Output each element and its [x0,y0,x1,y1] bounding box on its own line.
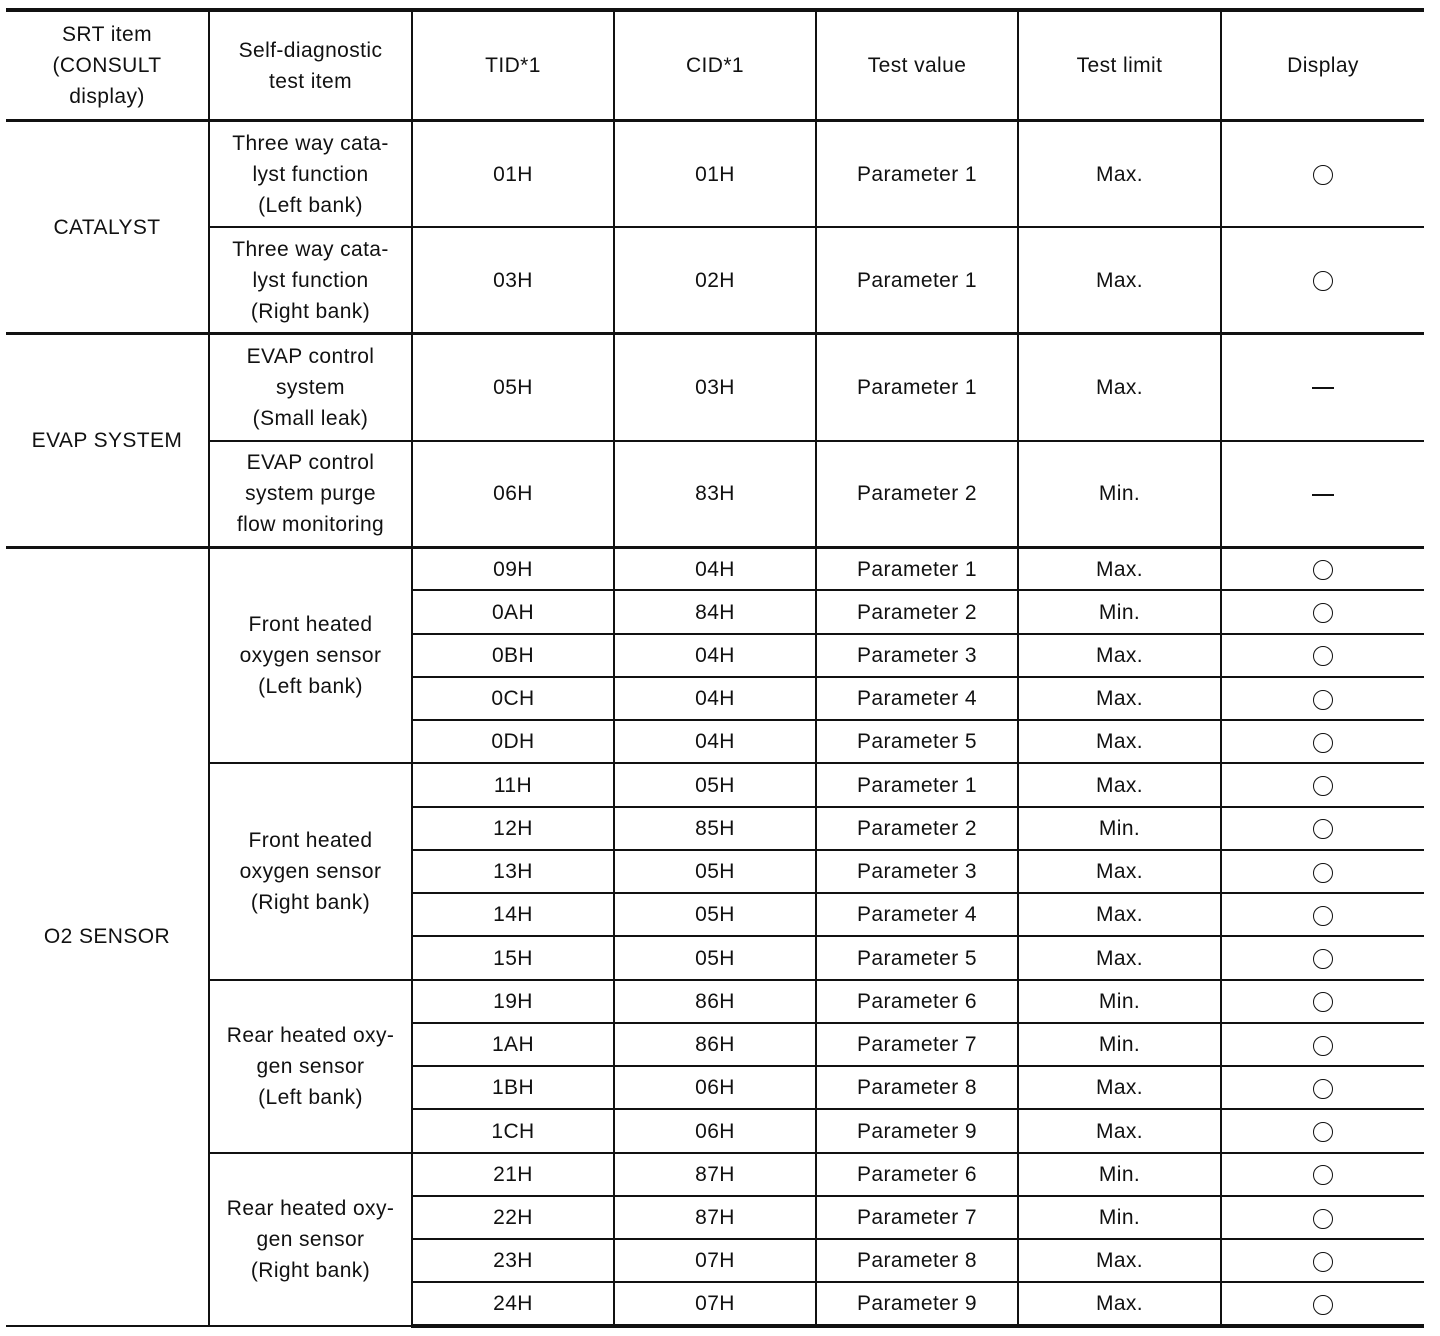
tid-cell: 1BH [412,1066,614,1109]
display-cell [1221,807,1424,850]
test-value-cell: Parameter 6 [816,980,1018,1023]
cid-cell: 07H [614,1239,816,1282]
cid-cell: 84H [614,590,816,633]
test-limit-cell: Max. [1018,1282,1221,1326]
test-value-cell: Parameter 8 [816,1239,1018,1282]
header-test-value: Test value [816,10,1018,121]
test-limit-cell: Max. [1018,1239,1221,1282]
test-limit-cell: Min. [1018,1023,1221,1066]
test-item-line: Rear heated oxy- [226,1023,395,1047]
cid-cell: 05H [614,936,816,979]
tid-cell: 03H [412,227,614,334]
tid-cell: 23H [412,1239,614,1282]
test-value-cell: Parameter 2 [816,807,1018,850]
cid-cell: 04H [614,677,816,720]
test-value-cell: Parameter 4 [816,893,1018,936]
display-cell [1221,1153,1424,1196]
tid-cell: 11H [412,763,614,806]
circle-icon [1313,1295,1333,1315]
test-item-line: (Left bank) [258,675,363,699]
test-value-cell: Parameter 8 [816,1066,1018,1109]
test-value-cell: Parameter 5 [816,720,1018,763]
test-item-line: lyst function [252,268,369,292]
tid-cell: 1AH [412,1023,614,1066]
cid-cell: 85H [614,807,816,850]
srt-table [6,8,1424,1328]
circle-icon [1313,1165,1333,1185]
test-limit-cell: Min. [1018,441,1221,548]
test-item-cell [209,121,412,228]
circle-icon [1313,1209,1333,1229]
tid-cell: 0BH [412,634,614,677]
test-item-line: Three way cata- [232,237,389,261]
tid-cell: 15H [412,936,614,979]
test-limit-cell: Max. [1018,634,1221,677]
test-value-cell: Parameter 1 [816,227,1018,334]
tid-cell: 0DH [412,720,614,763]
test-limit-cell: Max. [1018,936,1221,979]
display-cell [1221,634,1424,677]
test-item-line: oxygen sensor [239,644,382,668]
test-limit-cell: Max. [1018,334,1221,441]
tid-cell: 19H [412,980,614,1023]
circle-icon [1313,603,1333,623]
test-item-cell [209,1153,412,1326]
test-item-line: oxygen sensor [239,860,382,884]
test-limit-cell: Min. [1018,980,1221,1023]
test-limit-cell: Max. [1018,1066,1221,1109]
table-row [6,980,1424,1023]
tid-cell: 13H [412,850,614,893]
test-limit-cell: Min. [1018,1196,1221,1239]
header-self-diagnostic-line: Self-diagnostic [238,38,383,62]
table-row [6,121,1424,228]
circle-icon [1313,560,1333,580]
test-value-cell: Parameter 4 [816,677,1018,720]
circle-icon [1313,863,1333,883]
header-self-diagnostic [209,10,412,121]
tid-cell: 22H [412,1196,614,1239]
tid-cell: 21H [412,1153,614,1196]
table-row [6,334,1424,441]
table-body [6,10,1424,1326]
header-row [6,10,1424,121]
test-item-line: Three way cata- [232,131,389,155]
test-item-line: gen sensor [256,1054,365,1078]
cid-cell: 87H [614,1196,816,1239]
cid-cell: 04H [614,547,816,590]
test-limit-cell: Max. [1018,677,1221,720]
test-value-cell: Parameter 1 [816,121,1018,228]
dash-icon [1312,387,1334,389]
header-self-diagnostic-line: test item [269,69,352,93]
test-limit-cell: Min. [1018,807,1221,850]
test-limit-cell: Min. [1018,590,1221,633]
cid-cell: 83H [614,441,816,548]
test-value-cell: Parameter 2 [816,441,1018,548]
test-item-line: Rear heated oxy- [226,1196,395,1220]
test-limit-cell: Max. [1018,1109,1221,1152]
display-cell [1221,1023,1424,1066]
test-limit-cell: Max. [1018,763,1221,806]
test-item-cell [209,547,412,763]
circle-icon [1313,776,1333,796]
test-value-cell: Parameter 7 [816,1023,1018,1066]
circle-icon [1313,733,1333,753]
test-item-line: (Left bank) [258,193,363,217]
tid-cell: 14H [412,893,614,936]
srt-item-cell: CATALYST [6,121,209,334]
cid-cell: 07H [614,1282,816,1326]
cid-cell: 04H [614,720,816,763]
header-srt-item-line: display) [69,85,145,109]
test-item-cell [209,441,412,548]
test-item-line: (Left bank) [258,1085,363,1109]
test-item-line: EVAP control [246,345,375,369]
test-item-cell [209,763,412,979]
display-cell [1221,441,1424,548]
cid-cell: 04H [614,634,816,677]
display-cell [1221,893,1424,936]
test-item-cell [209,227,412,334]
circle-icon [1313,646,1333,666]
circle-icon [1313,165,1333,185]
test-item-line: Front heated [248,613,373,637]
cid-cell: 05H [614,893,816,936]
test-limit-cell: Min. [1018,1153,1221,1196]
display-cell [1221,720,1424,763]
cid-cell: 05H [614,850,816,893]
display-cell [1221,1109,1424,1152]
test-value-cell: Parameter 2 [816,590,1018,633]
test-limit-cell: Max. [1018,720,1221,763]
display-cell [1221,763,1424,806]
display-cell [1221,850,1424,893]
test-value-cell: Parameter 3 [816,850,1018,893]
dash-icon [1312,494,1334,496]
test-item-line: (Right bank) [250,1258,371,1282]
test-value-cell: Parameter 6 [816,1153,1018,1196]
cid-cell: 01H [614,121,816,228]
display-cell [1221,1066,1424,1109]
display-cell [1221,1196,1424,1239]
circle-icon [1313,1252,1333,1272]
table-row [6,1153,1424,1196]
test-item-line: (Right bank) [250,891,371,915]
table-row [6,441,1424,548]
tid-cell: 05H [412,334,614,441]
display-cell [1221,227,1424,334]
test-item-line: (Right bank) [250,299,371,323]
circle-icon [1313,271,1333,291]
test-value-cell: Parameter 1 [816,547,1018,590]
test-value-cell: Parameter 9 [816,1282,1018,1326]
test-item-line: system purge [245,482,376,506]
tid-cell: 01H [412,121,614,228]
test-item-line: (Small leak) [252,407,369,431]
header-srt-item-line: (CONSULT [52,54,162,78]
test-limit-cell: Max. [1018,121,1221,228]
test-item-line: EVAP control [246,451,375,475]
srt-item-cell: O2 SENSOR [6,547,209,1326]
tid-cell: 06H [412,441,614,548]
cid-cell: 03H [614,334,816,441]
test-limit-cell: Max. [1018,893,1221,936]
display-cell [1221,936,1424,979]
cid-cell: 02H [614,227,816,334]
test-value-cell: Parameter 7 [816,1196,1018,1239]
test-item-cell [209,334,412,441]
header-cid: CID*1 [614,10,816,121]
table-row [6,763,1424,806]
circle-icon [1313,949,1333,969]
tid-cell: 12H [412,807,614,850]
circle-icon [1313,1036,1333,1056]
circle-icon [1313,1079,1333,1099]
display-cell [1221,334,1424,441]
display-cell [1221,677,1424,720]
circle-icon [1313,992,1333,1012]
test-value-cell: Parameter 9 [816,1109,1018,1152]
tid-cell: 0CH [412,677,614,720]
display-cell [1221,1239,1424,1282]
srt-item-cell: EVAP SYSTEM [6,334,209,547]
display-cell [1221,590,1424,633]
test-item-line: gen sensor [256,1227,365,1251]
cid-cell: 06H [614,1109,816,1152]
test-item-line: lyst function [252,162,369,186]
test-value-cell: Parameter 1 [816,763,1018,806]
header-srt-item [6,10,209,121]
cid-cell: 06H [614,1066,816,1109]
test-limit-cell: Max. [1018,547,1221,590]
test-limit-cell: Max. [1018,850,1221,893]
test-value-cell: Parameter 5 [816,936,1018,979]
table-row [6,547,1424,590]
circle-icon [1313,906,1333,926]
cid-cell: 86H [614,1023,816,1066]
tid-cell: 09H [412,547,614,590]
header-srt-item-line: SRT item [62,23,152,47]
test-item-cell [209,980,412,1153]
test-item-line: system [276,376,345,400]
test-item-line: Front heated [248,829,373,853]
header-test-limit: Test limit [1018,10,1221,121]
tid-cell: 1CH [412,1109,614,1152]
display-cell [1221,121,1424,228]
test-value-cell: Parameter 1 [816,334,1018,441]
circle-icon [1313,819,1333,839]
test-limit-cell: Max. [1018,227,1221,334]
header-display: Display [1221,10,1424,121]
display-cell [1221,547,1424,590]
display-cell [1221,1282,1424,1326]
tid-cell: 0AH [412,590,614,633]
test-value-cell: Parameter 3 [816,634,1018,677]
circle-icon [1313,1122,1333,1142]
tid-cell: 24H [412,1282,614,1326]
circle-icon [1313,690,1333,710]
cid-cell: 86H [614,980,816,1023]
display-cell [1221,980,1424,1023]
test-item-line: flow monitoring [236,513,385,537]
cid-cell: 87H [614,1153,816,1196]
table-row [6,227,1424,334]
cid-cell: 05H [614,763,816,806]
header-tid: TID*1 [412,10,614,121]
